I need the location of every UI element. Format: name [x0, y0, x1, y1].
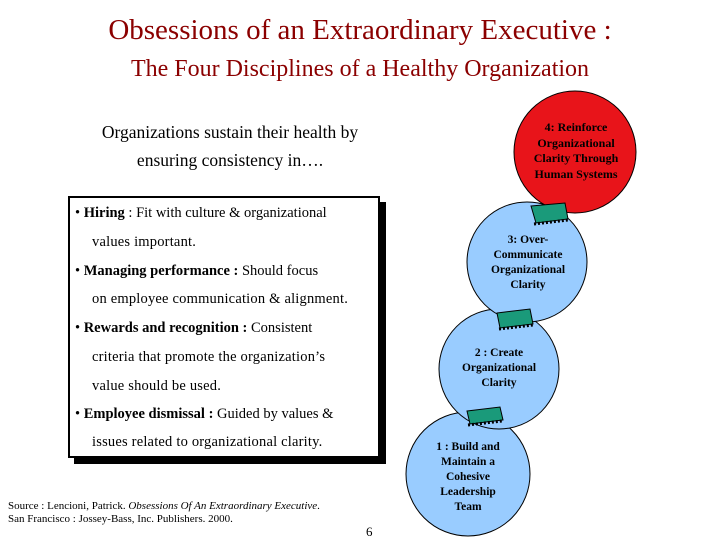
bullet-dismissal-cont: issues related to organizational clarity. — [92, 434, 323, 450]
discipline-2-label — [448, 346, 550, 391]
discipline-1-line-5: Team — [454, 501, 482, 513]
discipline-2-line-3: Clarity — [481, 377, 517, 389]
discipline-1-label — [418, 440, 518, 515]
bullet-dismissal-term: Employee dismissal : — [83, 406, 214, 422]
discipline-3-label — [477, 233, 579, 293]
source-citation — [8, 500, 368, 526]
discipline-1-line-2: Maintain a — [441, 456, 495, 468]
source-suffix: . — [317, 500, 320, 512]
bullet-dismissal: • Employee dismissal : Guided by values & — [75, 406, 334, 422]
discipline-1-line-1: 1 : Build and — [436, 441, 500, 453]
discipline-4-line-4: Human Systems — [534, 166, 618, 181]
bullet-hiring: • Hiring : Fit with culture & organizational — [75, 205, 327, 221]
source-line-2: San Francisco : Jossey-Bass, Inc. Publishers. 2000. — [8, 513, 233, 525]
bullet-rewards-term: Rewards and recognition : — [83, 320, 248, 336]
page-subtitle: The Four Disciplines of a Healthy Organization — [130, 56, 590, 82]
source-line-1 — [8, 500, 368, 513]
intro-line-1: Organizations sustain their health by — [101, 122, 359, 142]
discipline-3-line-1: 3: Over- — [507, 234, 549, 246]
discipline-3-line-4: Clarity — [510, 279, 546, 291]
practices-box — [68, 196, 380, 458]
discipline-4-line-2: Organizational — [537, 135, 615, 150]
source-prefix: Source : Lencioni, Patrick. — [8, 500, 129, 512]
connector-3-2 — [497, 309, 533, 329]
discipline-4-label — [520, 120, 632, 182]
bullet-managing: • Managing performance : Should focus — [75, 263, 319, 279]
bullet-hiring-text: : Fit with culture & organizational — [124, 205, 327, 221]
discipline-2-line-2: Organizational — [461, 362, 537, 374]
discipline-4-line-1: 4: Reinforce — [544, 120, 608, 134]
bullet-rewards-text: Consistent — [247, 320, 313, 336]
bullet-hiring-term: Hiring — [83, 205, 125, 221]
discipline-3-line-3: Organizational — [490, 264, 566, 276]
connector-4-3 — [531, 203, 568, 224]
source-book-title: Obsessions Of An Extraordinary Executive — [128, 500, 318, 512]
bullet-managing-cont: on employee communication & alignment. — [92, 291, 349, 307]
bullet-rewards: • Rewards and recognition : Consistent — [75, 320, 313, 336]
page-title: Obsessions of an Extraordinary Executive : — [108, 14, 612, 46]
bullet-rewards-cont-1: criteria that promote the organization’s — [92, 349, 326, 365]
discipline-3-line-2: Communicate — [493, 249, 563, 261]
intro-line-2: ensuring consistency in…. — [136, 150, 324, 170]
bullet-rewards-cont-2: value should be used. — [92, 378, 222, 394]
bullet-managing-term: Managing performance : — [83, 263, 239, 279]
discipline-4-line-3: Clarity Through — [533, 151, 619, 165]
bullet-dismissal-text: Guided by values & — [213, 406, 334, 422]
bullet-hiring-cont: values important. — [92, 234, 197, 250]
discipline-1-line-3: Cohesive — [445, 471, 491, 483]
page-number: 6 — [366, 524, 373, 539]
discipline-1-line-4: Leadership — [440, 486, 496, 498]
discipline-2-line-1: 2 : Create — [474, 347, 524, 359]
bullet-managing-text: Should focus — [238, 263, 319, 279]
